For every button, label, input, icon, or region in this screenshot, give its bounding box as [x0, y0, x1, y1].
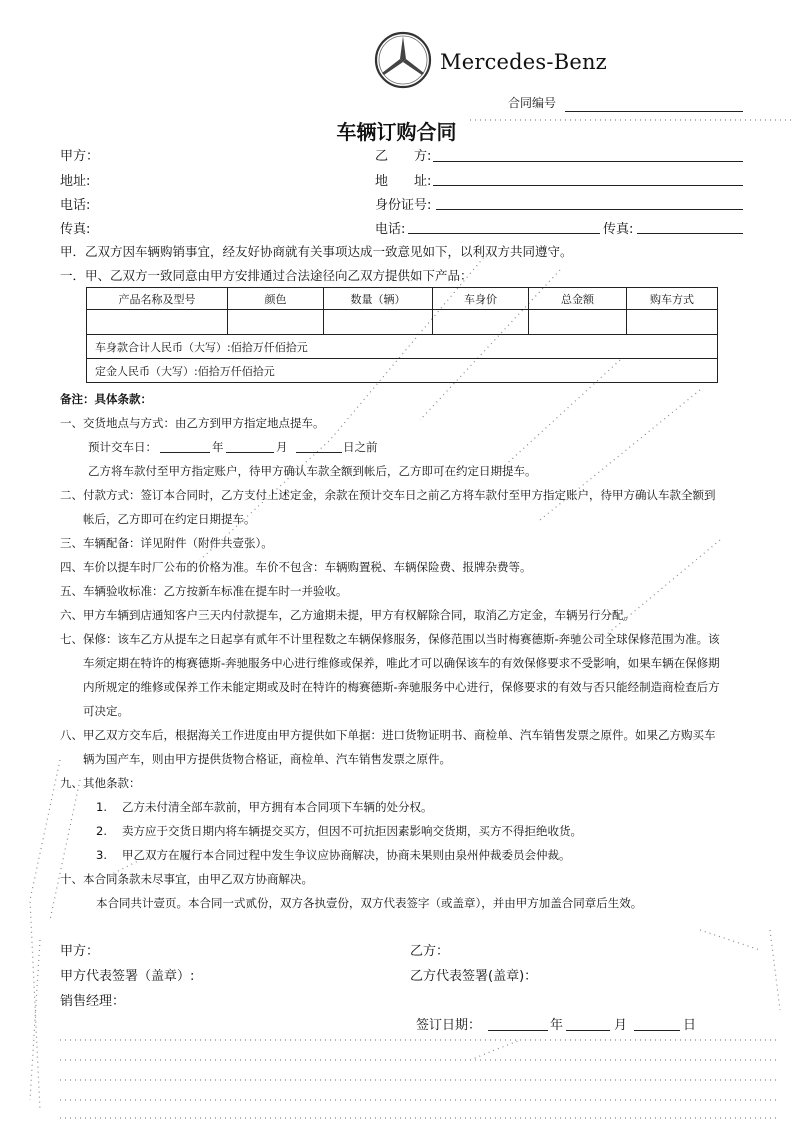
clause-10-validity: 本合同共计壹页。本合同一式贰份，双方各执壹份，双方代表签字（或盖章），并由甲方加盖合同章后生效。 [96, 896, 643, 910]
unit-label: 拾 [241, 340, 253, 354]
clause-1-date-prefix: 预计交车日： [88, 440, 157, 454]
unit-label: 拾 [285, 340, 297, 354]
sign-day-line [634, 1030, 680, 1031]
unit-label: 元 [263, 364, 275, 378]
clause-6: 六、甲方车辆到店通知客户三天内付款提车，乙方逾期未提，甲方有权解除合同，取消乙方定金，车辆另行分配。 [60, 608, 635, 622]
product-table [86, 287, 718, 383]
clause-7-line-1: 七、保修：该车乙方从提车之日起享有贰年不计里程数之车辆保修服务，保修范围以当时梅赛德斯-奔驰公司全球保修范围为准。该 [60, 632, 720, 646]
date-month-line [226, 452, 274, 453]
address-a-label: 地址: [60, 174, 91, 189]
table-cell [324, 310, 433, 335]
date-day-line [296, 452, 342, 453]
unit-label: 佰 [241, 364, 253, 378]
deposit-amount-cell [87, 359, 718, 383]
party-b-line [433, 161, 743, 162]
section-1-text: 一．甲、乙双方一致同意由甲方安排通过合法途径向乙双方提供如下产品： [60, 268, 473, 283]
clause-7-line-2: 车须定期在特许的梅赛德斯-奔驰服务中心进行维修或保养，唯此才可以确保该车的有效保修要求不受影响，如果车辆在保修期 [83, 656, 720, 670]
sign-year-line [488, 1030, 548, 1031]
table-deposit-row [87, 359, 718, 383]
fax-b-line [637, 233, 743, 234]
id-number-label: 身份证号: [375, 198, 432, 213]
unit-label: 拾 [252, 364, 264, 378]
party-b-label: 乙 方: [375, 149, 432, 164]
fax-a-label: 传真: [60, 222, 91, 237]
phone-a-label: 电话: [60, 198, 91, 213]
clause-8-line-1: 八、甲乙双方交车后，根据海关工作进度由甲方提供如下单据：进口货物证明书、商检单、汽车销售发票之原件。如果乙方购买车 [60, 728, 716, 742]
clause-9-2-number: 2. [96, 824, 107, 838]
signature-party-a: 甲方： [60, 944, 100, 959]
clause-1-month: 月 [276, 440, 288, 454]
date-year-line [160, 452, 210, 453]
total-amount-cell [87, 335, 718, 359]
table-cell [627, 310, 718, 335]
clause-2-line-2: 帐后，乙方即可在约定日期提车。 [83, 512, 256, 526]
clause-9-3-number: 3. [96, 848, 107, 862]
table-row [87, 310, 718, 335]
clause-1: 一、交货地点与方式：由乙方到甲方指定地点提车。 [60, 416, 325, 430]
total-amount-label: 车身款合计人民币（大写）: [95, 340, 231, 354]
clause-2-line-1: 二、付款方式：签订本合同时，乙方支付上述定金，余款在预计交车日之前乙方将车款付至甲方指定账户，待甲方确认车款全额到 [60, 488, 716, 502]
address-b-label: 地 址: [375, 174, 432, 189]
party-a-label: 甲方： [60, 149, 100, 164]
table-header-cell: 数量（辆） [324, 288, 433, 310]
sign-date-label: 签订日期： [416, 1018, 482, 1033]
clause-9-3: 甲乙双方在履行本合同过程中发生争议应协商解决，协商未果则由泉州仲裁委员会仲裁。 [122, 848, 571, 862]
address-b-line [433, 185, 743, 186]
clause-1-year: 年 [212, 440, 224, 454]
clause-10: 十、本合同条款未尽事宜，由甲乙双方协商解决。 [60, 872, 313, 886]
mercedes-star-logo [373, 30, 433, 90]
table-header-cell: 车身价 [433, 288, 529, 310]
brand-name: Mercedes-Benz [440, 50, 607, 74]
table-cell [529, 310, 627, 335]
clause-9-2: 卖方应于交货日期内将车辆提交买方，但因不可抗拒因素影响交货期，买方不得拒绝收货。 [122, 824, 582, 838]
clause-7-line-4: 可决定。 [83, 704, 129, 718]
unit-label: 拾 [208, 364, 220, 378]
table-cell [87, 310, 228, 335]
clause-1-day: 日之前 [343, 440, 378, 454]
clause-8-line-2: 辆为国产车，则由甲方提供货物合格证，商检单、汽车销售发票之原件。 [83, 752, 451, 766]
clause-9-title: 九、其他条款： [60, 776, 141, 790]
table-header-cell: 总金额 [529, 288, 627, 310]
contract-number-line [565, 111, 743, 112]
phone-b-label: 电话: [375, 222, 406, 237]
contract-number-label: 合同编号 [508, 96, 557, 110]
unit-label: 佰 [274, 340, 286, 354]
sign-month-label: 月 [614, 1018, 628, 1033]
sign-year-label: 年 [550, 1018, 564, 1033]
fax-b-label: 传真: [603, 222, 634, 237]
table-cell [433, 310, 529, 335]
unit-label: 佰 [197, 364, 209, 378]
signature-party-b: 乙方： [410, 944, 450, 959]
unit-label: 佰 [230, 340, 242, 354]
table-header-cell: 产品名称及型号 [87, 288, 228, 310]
phone-b-line [408, 233, 600, 234]
unit-label: 万 [219, 364, 231, 378]
document-title: 车辆订购合同 [336, 120, 457, 144]
unit-label: 元 [296, 340, 308, 354]
notes-title: 备注：具体条款： [60, 392, 152, 406]
clause-9-1-number: 1. [96, 800, 107, 814]
signature-rep-b: 乙方代表签署(盖章)： [410, 969, 538, 984]
table-header-cell: 购车方式 [627, 288, 718, 310]
unit-label: 万 [252, 340, 264, 354]
table-header-cell: 颜色 [228, 288, 324, 310]
table-header-row [87, 288, 718, 310]
table-cell [228, 310, 324, 335]
clause-4: 四、车价以提车时厂公布的价格为准。车价不包含：车辆购置税、车辆保险费、报牌杂费等。 [60, 560, 532, 574]
clause-9-1: 乙方未付清全部车款前，甲方拥有本合同项下车辆的处分权。 [122, 800, 433, 814]
sign-month-line [566, 1030, 610, 1031]
sign-day-label: 日 [683, 1018, 697, 1033]
signature-rep-a: 甲方代表签署（盖章）: [60, 969, 195, 984]
clause-5: 五、车辆验收标准：乙方按新车标准在提车时一并验收。 [60, 584, 348, 598]
signature-sales-manager: 销售经理： [60, 994, 126, 1009]
unit-label: 仟 [263, 340, 275, 354]
table-total-row [87, 335, 718, 359]
intro-text: 甲．乙双方因车辆购销事宜，经友好协商就有关事项达成一致意见如下，以利双方共同遵守。 [60, 244, 573, 259]
deposit-amount-label: 定金人民币（大写）: [95, 364, 198, 378]
id-number-line [436, 209, 743, 210]
unit-label: 仟 [230, 364, 242, 378]
clause-7-line-3: 内所规定的维修或保养工作未能定期或及时在特许的梅赛德斯-奔驰服务中心进行，保修要求的有效与否只能经制造商检查后方 [83, 680, 720, 694]
clause-1-payment: 乙方将车款付至甲方指定账户，待甲方确认车款全额到帐后，乙方即可在约定日期提车。 [88, 464, 537, 478]
clause-3: 三、车辆配备：详见附件（附件共壹张）。 [60, 536, 273, 550]
